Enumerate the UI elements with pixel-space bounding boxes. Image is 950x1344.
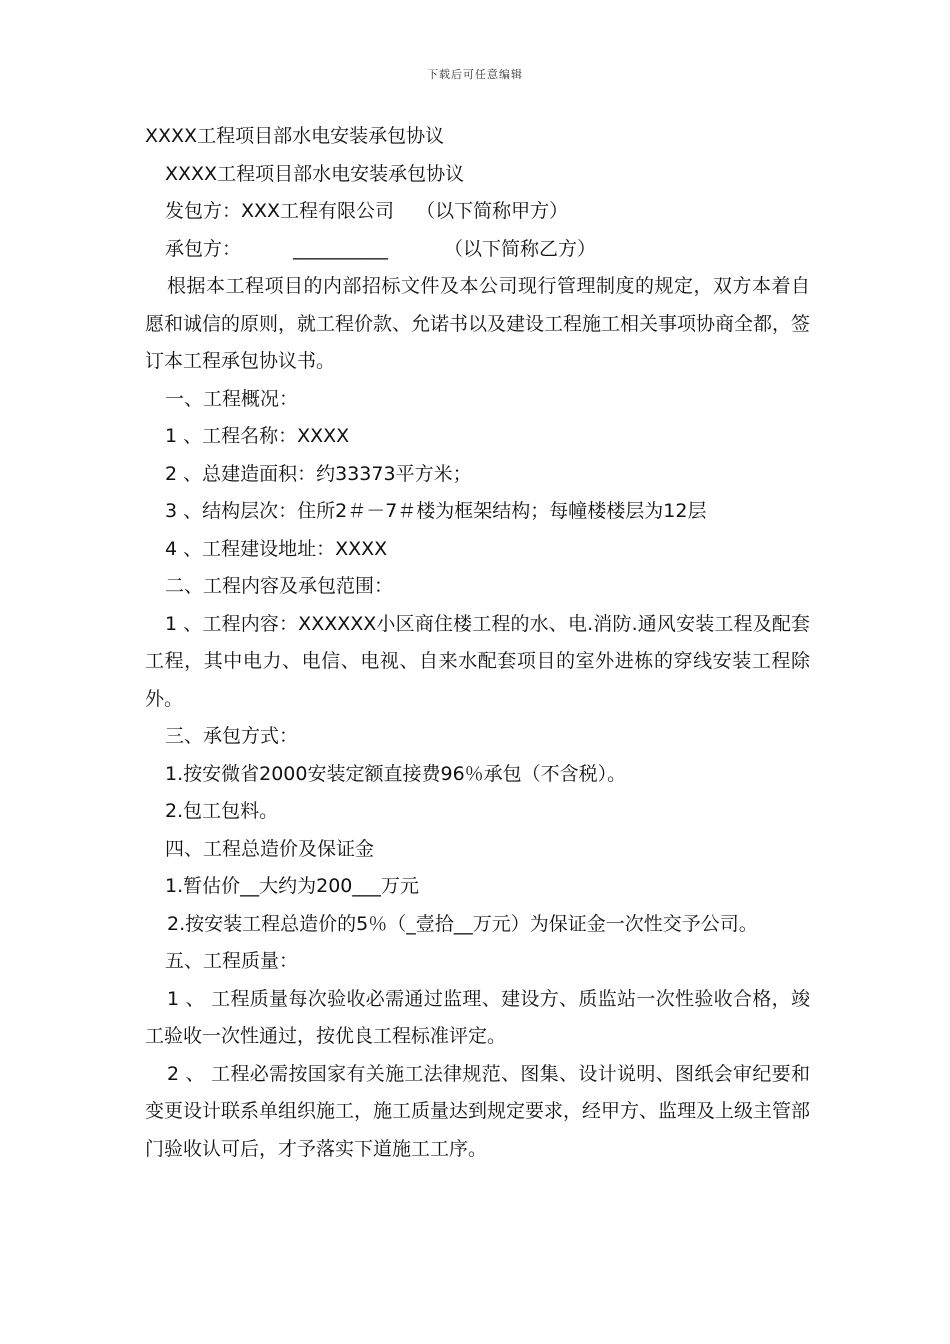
section-1-item-1: 1 、工程名称：XXXX: [165, 425, 350, 447]
section-1-item-3: 3 、结构层次：住所2＃－7＃楼为框架结构；每幢楼楼层为12层: [165, 500, 707, 522]
section-5-title: 五、工程质量：: [165, 950, 299, 972]
party-a-label: 发包方：XXX工程有限公司: [165, 200, 395, 222]
party-b-line: [145, 231, 810, 269]
section-4-item-2: 2.按安装工程总造价的5％（_壹拾__万元）为保证金一次性交予公司。: [167, 912, 758, 935]
party-b-note: （以下简称乙方）: [444, 237, 597, 260]
section-3-item-2: 2.包工包料。: [165, 800, 279, 822]
section-5-item-2: 2 、 工程必需按国家有关施工法律规范、图集、设计说明、图纸会审纪要和变更设计联系单组织施工，施工质量达到规定要求，经甲方、监理及上级主管部门验收认可后，才予落实下道施工工序。: [145, 1062, 811, 1160]
intro-paragraph: 根据本工程项目的内部招标文件及本公司现行管理制度的规定，双方本着自愿和诚信的原则，就工程价款、允诺书以及建设工程施工相关事项协商全都，签订本工程承包协议书。: [145, 275, 811, 372]
party-b-blank: __________: [293, 237, 389, 260]
section-5-item-1: 1 、 工程质量每次验收必需通过监理、建设方、质监站一次性验收合格，竣工验收一次性通过，按优良工程标准评定。: [145, 987, 810, 1047]
section-3-title: 三、承包方式：: [165, 725, 299, 747]
header-note: 下载后可任意编辑: [427, 68, 523, 81]
section-1-item-2: 2 、总建造面积：约33373平方米；: [165, 462, 472, 485]
section-2-title: 二、工程内容及承包范围：: [165, 575, 394, 597]
party-b-label: 承包方：: [165, 237, 242, 260]
section-4-title: 四、工程总造价及保证金: [165, 837, 375, 860]
document-subtitle: XXXX工程项目部水电安装承包协议: [165, 162, 465, 185]
section-3-item-1: 1.按安微省2000安装定额直接费96％承包（不含税）。: [165, 762, 627, 785]
section-2-item-1: 1 、工程内容：XXXXXX小区商住楼工程的水、电.消防.通风安装工程及配套工程，其中电力、电信、电视、自来水配套项目的室外进栋的穿线安装工程除外。: [145, 612, 810, 710]
document-body: [145, 118, 810, 1168]
party-a-line: [145, 193, 810, 231]
section-1-title: 一、工程概况：: [165, 387, 299, 410]
section-4-item-1: 1.暂估价__大约为200___万元: [165, 875, 419, 897]
party-a-note: （以下简称甲方）: [416, 200, 569, 222]
section-1-item-4: 4 、工程建设地址：XXXX: [165, 537, 388, 560]
document-title: XXXX工程项目部水电安装承包协议: [145, 125, 445, 147]
